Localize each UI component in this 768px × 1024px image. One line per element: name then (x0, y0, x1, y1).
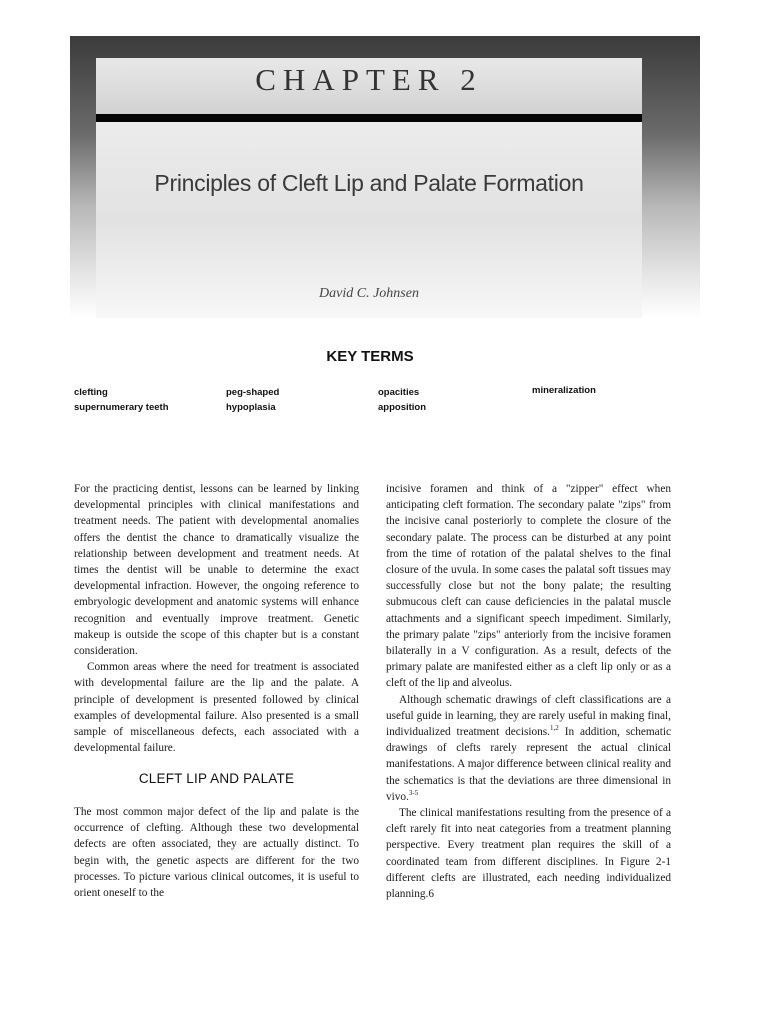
key-terms-heading: KEY TERMS (326, 348, 414, 365)
key-term-mineralization: mineralization (532, 385, 596, 396)
body-paragraph: The most common major defect of the lip and palate is the occurrence of clefting. Although these two developmental defects are often associated, they are actually distinct. To begin with, the genetic aspects are different for the two processes. To picture various clinical outcomes, it is useful to orient oneself to the (74, 806, 359, 900)
body-column-left-continued (74, 804, 359, 901)
key-term-clefting: clefting (74, 387, 108, 398)
key-term-hypoplasia: hypoplasia (226, 402, 276, 413)
chapter-label: CHAPTER 2 (255, 62, 483, 97)
citation-ref: 1,2 (550, 724, 559, 733)
key-term-supernumerary-teeth: supernumerary teeth (74, 402, 169, 413)
key-term-peg-shaped: peg-shaped (226, 387, 280, 398)
body-column-right (386, 481, 671, 902)
citation-ref: 3-5 (408, 789, 419, 798)
body-text: Although schematic drawings of cleft classifications are a useful guide in learning, they are rarely useful in making final, individualized treatment decisions. (386, 693, 671, 739)
body-paragraph (386, 692, 671, 805)
section-heading: CLEFT LIP AND PALATE (138, 771, 295, 786)
body-text: In addition, schematic drawings of clefts rarely represent the actual clinical manifestations. A major difference between clinical reality and the schematics is that the deviations are three dimensional in vivo. (386, 726, 671, 803)
body-column-left (74, 481, 359, 756)
key-term-opacities: opacities (378, 387, 420, 398)
body-paragraph: For the practicing dentist, lessons can be learned by linking developmental principles with clinical manifestations and treatment needs. The patient with developmental anomalies offers the dentist the chance to dramatically visualize the relationship between development and treatment needs. At times the dentist will be unable to determine the exact developmental infraction. However, the ongoing reference to embryologic development and anatomic systems will enhance recognition and eventually improve treatment. Genetic makeup is outside the scope of this chapter but is a constant consideration. (74, 483, 359, 658)
body-paragraph: incisive foramen and think of a "zipper" effect when anticipating cleft formation. The secondary palate "zips" from the incisive canal posteriorly to complete the closure of the secondary palate. The process can be disturbed at any point from the time of rotation of the palatal shelves to the final closure of the uvula. In some cases the palatal soft tissues may successfully close but not the bony palate; the resulting submucous cleft can cause deficiencies in the palatal muscle attachments and a significant speech impediment. Similarly, the primary palate "zips" anteriorly from the incisive foramen bilaterally in a V configuration. As a result, defects of the primary palate are manifested either as a cleft lip only or as a cleft of the lip and alveolus. (386, 483, 671, 690)
body-paragraph: The clinical manifestations resulting from the presence of a cleft rarely fit into neat categories from a treatment planning perspective. Every treatment plan requires the skill of a coordinated team from different disciplines. In Figure 2-1 different clefts are illustrated, each needing individualized planning.6 (386, 807, 671, 901)
body-paragraph: Common areas where the need for treatment is associated with developmental failure are the lip and the palate. A principle of development is presented followed by clinical examples of developmental failure. Also presented is a small sample of miscellaneous defects, each associated with a developmental failure. (74, 661, 359, 755)
header-rule (96, 114, 642, 122)
chapter-title: Principles of Cleft Lip and Palate Formation (154, 170, 584, 196)
author-name: David C. Johnsen (319, 286, 419, 301)
key-term-apposition: apposition (378, 402, 427, 413)
